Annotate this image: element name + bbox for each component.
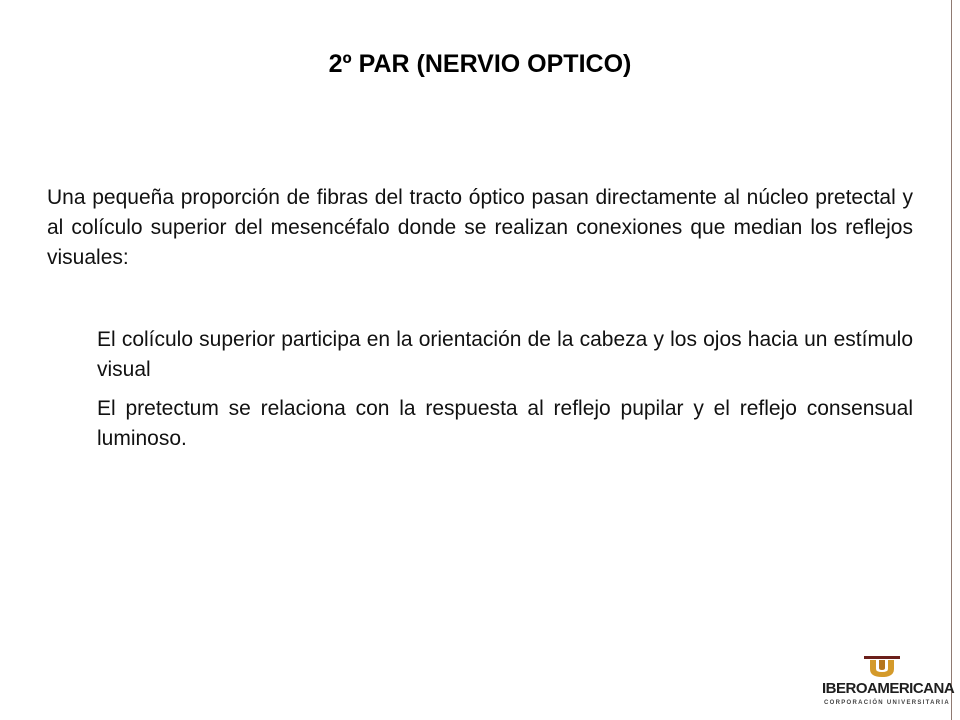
logo-subtitle: CORPORACIÓN UNIVERSITARIA [823, 700, 951, 706]
point-pretectum: El pretectum se relaciona con la respuesta al reflejo pupilar y el reflejo consensual luminoso. [97, 397, 913, 450]
shield-u-icon [864, 656, 900, 678]
slide-title: 2º PAR (NERVIO OPTICO) [328, 50, 632, 78]
iberoamericana-logo [822, 656, 955, 716]
logo-name: IBEROAMERICANA [822, 680, 955, 697]
frame-border-line [951, 0, 952, 720]
intro-paragraph: Una pequeña proporción de fibras del tracto óptico pasan directamente al núcleo pretectal y al colículo superior del mesencéfalo donde se realizan conexiones que median los reflejos visuales: [47, 186, 913, 269]
point-colliculus: El colículo superior participa en la orientación de la cabeza y los ojos hacia un estímulo visual [97, 328, 913, 381]
